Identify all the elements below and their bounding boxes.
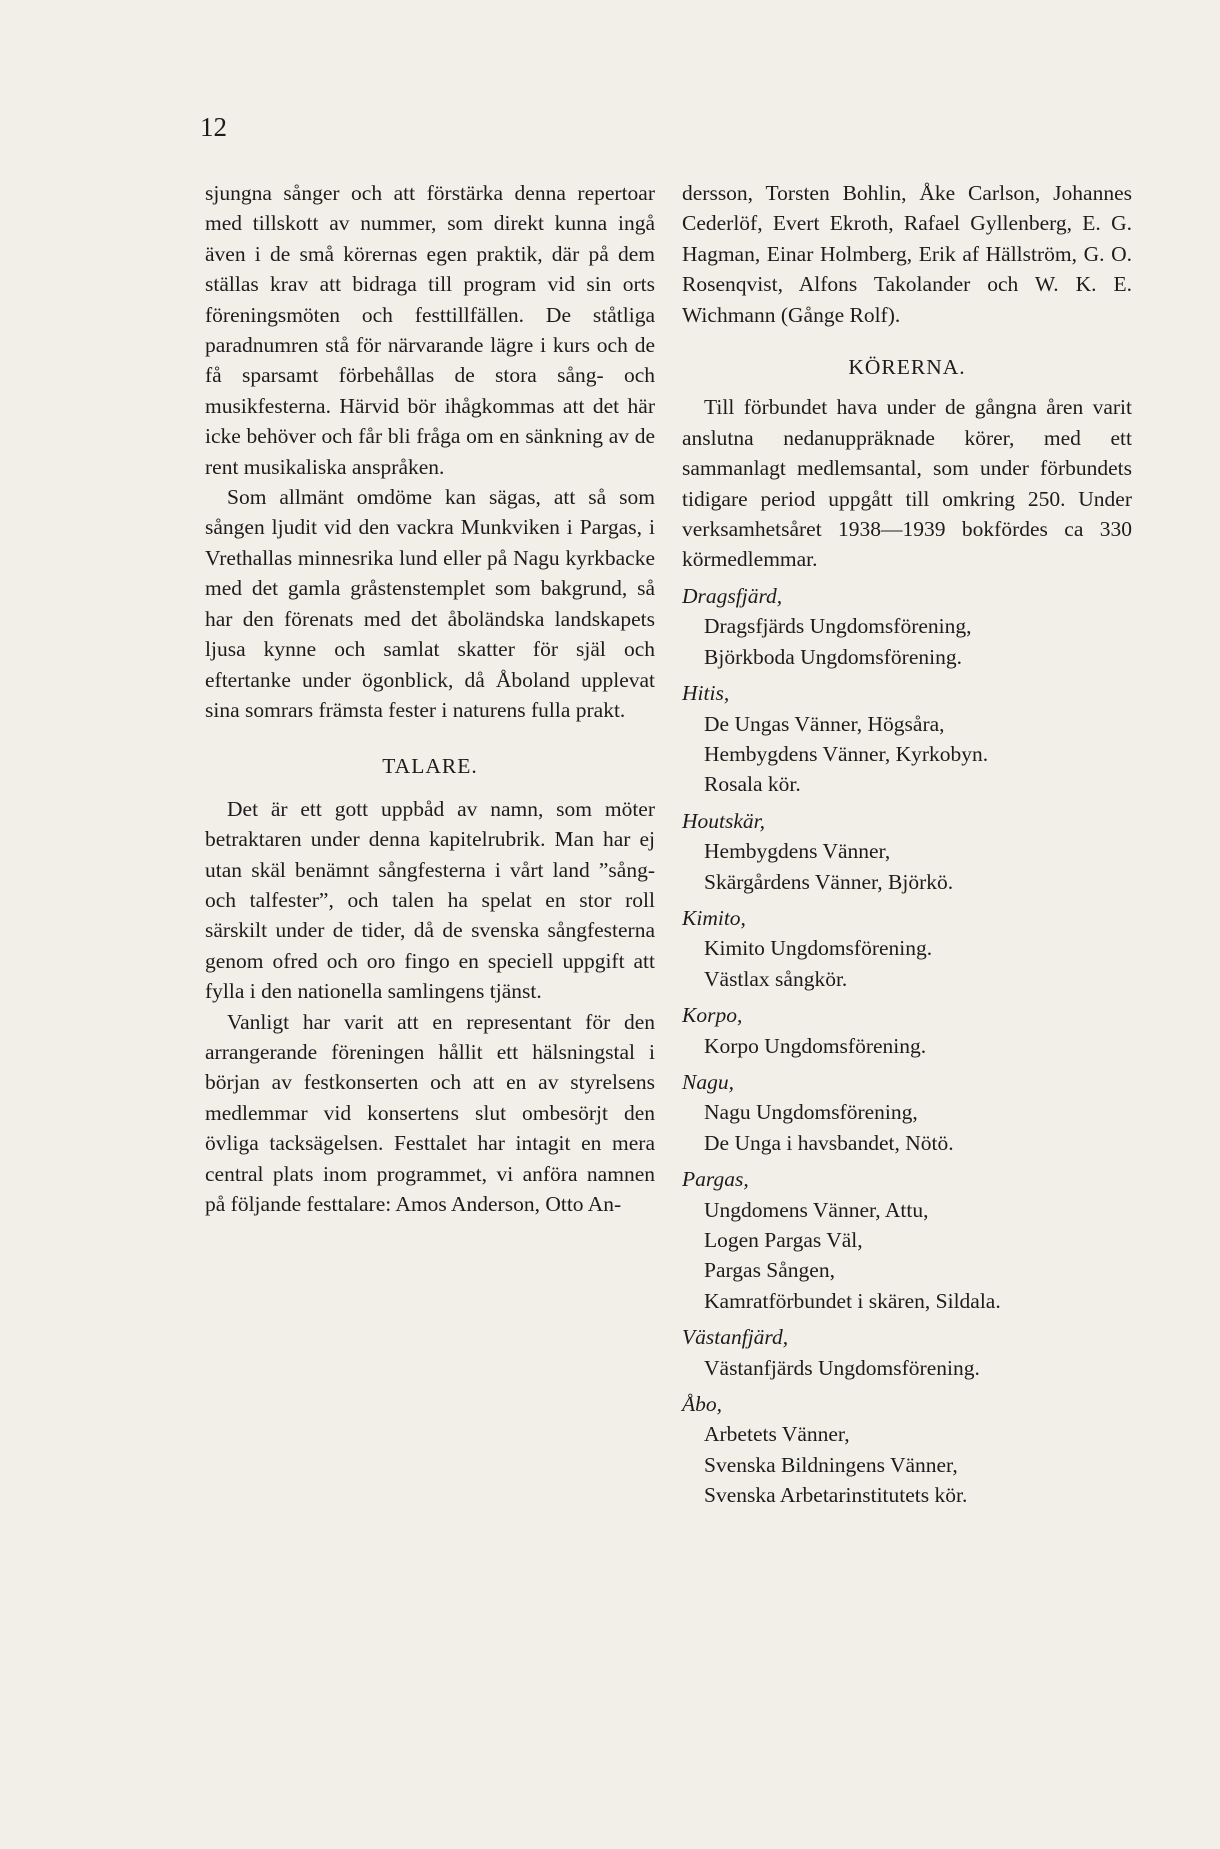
parish-name: Houtskär, xyxy=(682,808,766,833)
choir-item: Hembygdens Vänner, xyxy=(704,839,891,864)
choir-item: Pargas Sången, xyxy=(704,1258,835,1283)
paragraph: dersson, Torsten Bohlin, Åke Carlson, Johannes Cederlöf, Evert Ekroth, Rafael Gyllenberg, E. G. Hagman, Einar Holmberg, Erik af Hällström, G. O. Rosenqvist, Alfons Takolander och W. K. E. Wichmann (Gånge Rolf). xyxy=(682,181,1132,327)
choir-item: Korpo Ungdomsförening. xyxy=(704,1033,927,1058)
choir-item: Ungdomens Vänner, Attu, xyxy=(704,1197,929,1222)
parish-name: Nagu, xyxy=(682,1069,734,1094)
choir-item: Arbetets Vänner, xyxy=(704,1422,850,1447)
parish-name: Västanfjärd, xyxy=(682,1325,789,1350)
choir-item: Logen Pargas Väl, xyxy=(704,1228,863,1252)
choir-item: Skärgårdens Vänner, Björkö. xyxy=(704,869,954,894)
choir-list xyxy=(682,581,1132,1511)
right-column xyxy=(682,178,1132,1511)
paragraph: Vanligt har varit att en representant för den arrangerande föreningen hållit ett hälsningstal i början av festkonserten och att en av styrelsens medlemmar vid konsertens slut ombesörjt den övliga tacksägelsen. Festtalet har intagit en mera central plats inom programmet, vi anföra namnen på följande festtalare: Amos Anderson, Otto An- xyxy=(205,1009,655,1216)
section-heading-talare: TALARE. xyxy=(382,754,478,779)
choir-item: De Unga i havsbandet, Nötö. xyxy=(704,1130,954,1155)
parish-name: Pargas, xyxy=(682,1167,749,1192)
section-heading-korerna: KÖRERNA. xyxy=(848,355,966,380)
choir-item: Västlax sångkör. xyxy=(704,966,848,991)
page-number: 12 xyxy=(200,112,227,142)
paragraph: sjungna sånger och att förstärka denna repertoar med tillskott av nummer, som direkt kunna ingå även i de små körernas egen praktik, där på dem ställas krav att bidraga till program vid sin orts föreningsmöten och festtillfällen. De ståtliga paradnumren stå för närvarande lägre i kurs och de få sparsamt förbehållas de stora sång- och musikfesterna. Härvid bör ihågkommas att det här icke behöver och får bli fråga om en sänkning av de rent musikaliska anspråken. xyxy=(205,181,655,479)
choir-item: Dragsfjärds Ungdomsförening, xyxy=(704,614,972,639)
choir-item: De Ungas Vänner, Högsåra, xyxy=(704,711,945,736)
choir-item: Kimito Ungdomsförening. xyxy=(704,936,933,961)
choir-item: Västanfjärds Ungdomsförening. xyxy=(704,1355,980,1380)
choir-item: Kamratförbundet i skären, Sildala. xyxy=(704,1288,1001,1313)
parish-name: Hitis, xyxy=(682,681,730,706)
choir-item: Svenska Arbetarinstitutets kör. xyxy=(704,1483,968,1508)
parish-name: Korpo, xyxy=(682,1003,743,1028)
paragraph: Som allmänt omdöme kan sägas, att så som sången ljudit vid den vackra Munkviken i Pargas, i Vrethallas minnesrika lund eller på Nagu kyrkbacke med det gamla gråstenstemplet som bakgrund, så har den förenats med det åboländska landskapets ljusa kynne och samlat skatter för själ och eftertanke under ögonblick, då Åboland upplevat sina somrars främsta fester i naturens fulla prakt. xyxy=(205,485,655,722)
choir-item: Rosala kör. xyxy=(704,772,801,797)
parish-name: Kimito, xyxy=(682,905,746,930)
choir-item: Hembygdens Vänner, Kyrkobyn. xyxy=(704,741,989,766)
parish-name: Åbo, xyxy=(682,1392,723,1417)
choir-item: Svenska Bildningens Vänner, xyxy=(704,1452,958,1477)
paragraph: Det är ett gott uppbåd av namn, som möter betraktaren under denna kapitelrubrik. Man har ej utan skäl benämnt sångfesterna i vårt land ”sång- och talfester”, och talen ha spelat en stor roll särskilt under de tider, då de svenska sångfesterna genom ofred och oro fingo en speciell uppgift att fylla i den nationella samlingens tjänst. xyxy=(205,796,655,1004)
parish-name: Dragsfjärd, xyxy=(682,583,783,608)
paragraph: Till förbundet hava under de gångna åren varit anslutna nedanuppräknade körer, med ett sammanlagt medlemsantal, som under förbundets tidigare period uppgått till omkring 250. Under verksamhetsåret 1938—1939 bokfördes ca 330 körmedlemmar. xyxy=(682,395,1132,572)
choir-item: Nagu Ungdomsförening, xyxy=(704,1100,918,1125)
choir-item: Björkboda Ungdomsförening. xyxy=(704,644,962,669)
left-column xyxy=(205,178,655,1219)
